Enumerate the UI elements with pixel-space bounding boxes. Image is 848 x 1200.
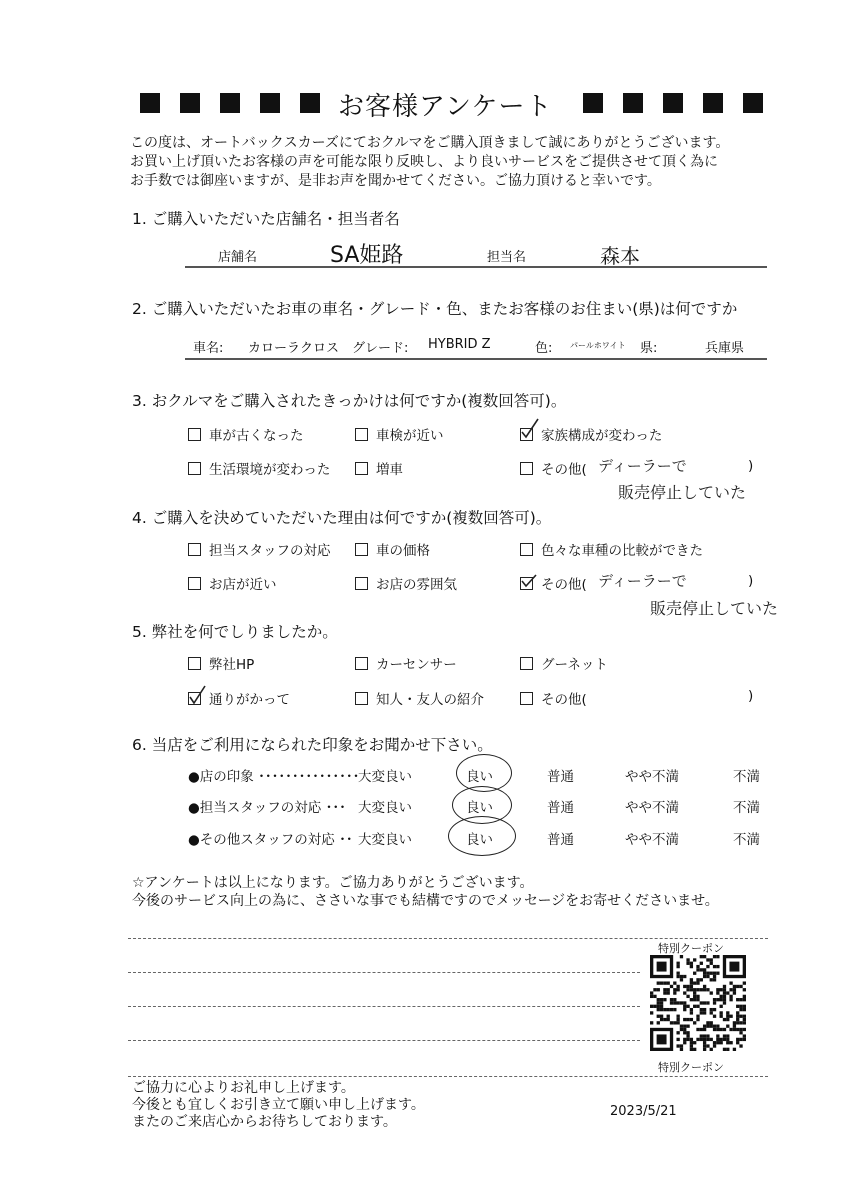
- color-value: パールホワイト: [570, 341, 626, 350]
- q3-option[interactable]: 生活環境が変わった: [188, 458, 330, 478]
- thanks-line: 今後とも宜しくお引き立て願い申し上げます。: [132, 1097, 425, 1113]
- rating-choice[interactable]: やや不満: [625, 769, 679, 785]
- checkbox-icon[interactable]: [355, 657, 368, 670]
- divider: [185, 358, 767, 360]
- q3-option[interactable]: 車検が近い: [355, 424, 444, 444]
- closing-line: 今後のサービス向上の為に、ささいな事でも結構ですのでメッセージをお寄せくださいませ。: [132, 893, 719, 909]
- q4-option[interactable]: お店の雰囲気: [355, 573, 457, 593]
- rating-choice[interactable]: 普通: [547, 769, 574, 785]
- q5-option[interactable]: カーセンサー: [355, 653, 457, 673]
- rating-choice[interactable]: 普通: [547, 832, 574, 848]
- color-label: 色:: [535, 341, 553, 356]
- checkbox-checked-icon[interactable]: [520, 428, 533, 441]
- handwritten-note: 販売停止していた: [618, 483, 747, 502]
- checkbox-icon[interactable]: [520, 543, 533, 556]
- rating-choice-selected[interactable]: 良い: [466, 800, 493, 816]
- close-paren: ): [748, 688, 754, 704]
- rating-choice[interactable]: やや不満: [625, 832, 679, 848]
- grade-label: グレード:: [352, 341, 409, 356]
- rating-choice[interactable]: 不満: [733, 832, 760, 848]
- q5-option[interactable]: グーネット: [520, 653, 608, 673]
- q3-option[interactable]: 車が古くなった: [188, 424, 304, 444]
- square-icon: [743, 93, 763, 113]
- date: 2023/5/21: [610, 1104, 677, 1119]
- q4-option[interactable]: その他(: [520, 573, 587, 593]
- close-paren: ): [748, 573, 754, 589]
- rating-choice[interactable]: 不満: [733, 800, 760, 816]
- rating-choice[interactable]: 普通: [547, 800, 574, 816]
- square-icon: [300, 93, 320, 113]
- rating-row-label: ●その他スタッフの対応 ･･: [188, 832, 353, 848]
- checkbox-icon[interactable]: [188, 657, 201, 670]
- car-value: カローラクロス: [248, 341, 340, 356]
- message-line: [128, 938, 768, 939]
- square-icon: [220, 93, 240, 113]
- circle-mark: [448, 816, 516, 856]
- q5-option[interactable]: 弊社HP: [188, 653, 254, 673]
- q2-heading: 2. ご購入いただいたお車の車名・グレード・色、またお客様のお住まい(県)は何ですか: [132, 300, 738, 318]
- thanks-line: またのご来店心からお待ちしております。: [132, 1114, 397, 1130]
- q3-option[interactable]: 家族構成が変わった: [520, 424, 662, 444]
- q1-heading: 1. ご購入いただいた店舗名・担当者名: [132, 210, 400, 228]
- pref-label: 県:: [640, 341, 658, 356]
- rating-row-label: ●担当スタッフの対応 ･･･: [188, 800, 346, 816]
- message-line: [128, 972, 640, 973]
- checkbox-icon[interactable]: [188, 543, 201, 556]
- checkbox-icon[interactable]: [188, 577, 201, 590]
- rating-choice-selected[interactable]: 良い: [466, 769, 493, 785]
- square-icon: [703, 93, 723, 113]
- checkbox-icon[interactable]: [520, 692, 533, 705]
- staff-label: 担当名: [487, 250, 527, 265]
- q3-option[interactable]: その他(: [520, 458, 587, 478]
- intro-line: お買い上げ頂いたお客様の声を可能な限り反映し、より良いサービスをご提供させて頂く為に: [130, 154, 718, 170]
- checkbox-checked-icon[interactable]: [188, 692, 201, 705]
- q5-option[interactable]: その他(: [520, 688, 587, 708]
- square-icon: [623, 93, 643, 113]
- divider: [185, 266, 767, 268]
- checkbox-icon[interactable]: [188, 428, 201, 441]
- checkbox-icon[interactable]: [355, 428, 368, 441]
- store-label: 店舗名: [218, 250, 258, 265]
- q4-option[interactable]: 車の価格: [355, 539, 430, 559]
- thanks-line: ご協力に心よりお礼申し上げます。: [132, 1080, 355, 1096]
- handwritten-note: ディーラーで: [598, 457, 687, 475]
- car-label: 車名:: [193, 341, 224, 356]
- rating-choice[interactable]: 大変良い: [358, 769, 412, 785]
- checkbox-icon[interactable]: [520, 657, 533, 670]
- coupon-label-top: 特別クーポン: [658, 942, 724, 955]
- square-icon: [140, 93, 160, 113]
- message-line: [128, 1006, 640, 1007]
- rating-choice[interactable]: 大変良い: [358, 800, 412, 816]
- q5-option[interactable]: 通りがかって: [188, 688, 290, 708]
- rating-choice[interactable]: 不満: [733, 769, 760, 785]
- title-row: [0, 86, 848, 120]
- checkbox-icon[interactable]: [355, 462, 368, 475]
- q4-option[interactable]: お店が近い: [188, 573, 277, 593]
- q5-heading: 5. 弊社を何でしりましたか。: [132, 623, 338, 641]
- message-line: [128, 1040, 640, 1041]
- square-icon: [663, 93, 683, 113]
- checkbox-icon[interactable]: [188, 462, 201, 475]
- closing-line: ☆アンケートは以上になります。ご協力ありがとうございます。: [132, 875, 534, 891]
- square-icon: [180, 93, 200, 113]
- square-icon: [583, 93, 603, 113]
- square-icon: [260, 93, 280, 113]
- q3-option[interactable]: 増車: [355, 458, 403, 478]
- q4-heading: 4. ご購入を決めていただいた理由は何ですか(複数回答可)。: [132, 509, 552, 527]
- coupon-label-bottom: 特別クーポン: [658, 1061, 724, 1074]
- grade-value: HYBRID Z: [428, 337, 491, 352]
- rating-choice-selected[interactable]: 良い: [466, 832, 493, 848]
- staff-value: 森本: [600, 244, 640, 268]
- page-title: お客様アンケート: [338, 92, 553, 122]
- handwritten-note: 販売停止していた: [650, 599, 779, 618]
- close-paren: ): [748, 458, 754, 474]
- q4-option[interactable]: 色々な車種の比較ができた: [520, 539, 703, 559]
- checkbox-icon[interactable]: [355, 577, 368, 590]
- q3-heading: 3. おクルマをご購入されたきっかけは何ですか(複数回答可)。: [132, 392, 567, 410]
- checkbox-icon[interactable]: [355, 692, 368, 705]
- store-value: SA姫路: [330, 243, 404, 268]
- handwritten-note: ディーラーで: [598, 572, 687, 590]
- intro-line: この度は、オートバックスカーズにておクルマをご購入頂きまして誠にありがとうございます。: [130, 135, 730, 151]
- qr-code-icon[interactable]: [650, 955, 746, 1051]
- rating-row-label: ●店の印象 ･･･････････････: [188, 769, 360, 785]
- checkbox-icon[interactable]: [355, 543, 368, 556]
- checkbox-icon[interactable]: [520, 462, 533, 475]
- pref-value: 兵庫県: [705, 341, 745, 356]
- checkbox-checked-icon[interactable]: [520, 577, 533, 590]
- q4-option[interactable]: 担当スタッフの対応: [188, 539, 331, 559]
- rating-choice[interactable]: やや不満: [625, 800, 679, 816]
- q6-heading: 6. 当店をご利用になられた印象をお聞かせ下さい。: [132, 736, 493, 754]
- q5-option[interactable]: 知人・友人の紹介: [355, 688, 484, 708]
- intro-line: お手数では御座いますが、是非お声を聞かせてください。ご協力頂けると幸いです。: [130, 173, 661, 189]
- rating-choice[interactable]: 大変良い: [358, 832, 412, 848]
